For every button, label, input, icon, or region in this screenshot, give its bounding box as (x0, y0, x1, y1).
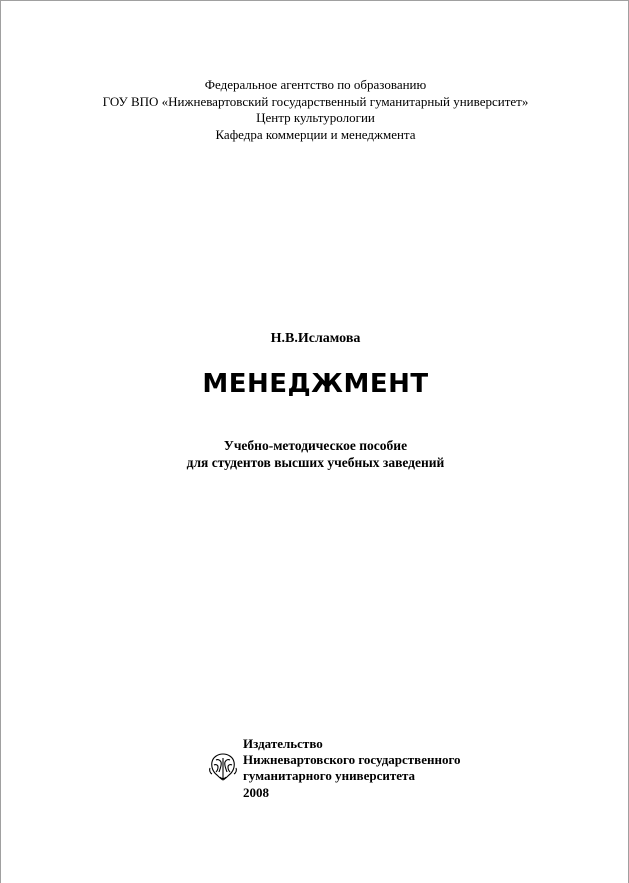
publisher-line-3: гуманитарного университета (243, 768, 416, 784)
publisher-logo-icon (207, 750, 239, 784)
institution-header (1, 77, 629, 143)
subtitle-line-2: для студентов высших учебных заведений (186, 455, 445, 470)
publisher-block (207, 736, 461, 801)
publisher-line-1: Издательство (243, 736, 323, 751)
subtitle-line-1: Учебно-методическое пособие (223, 438, 408, 453)
header-line-department: Кафедра коммерции и менеджмента (215, 126, 416, 142)
author-name: Н.В.Исламова (270, 331, 361, 346)
publisher-line-2: Нижневартовского государственного (243, 752, 461, 768)
document-title: МЕНЕДЖМЕНТ (202, 369, 429, 399)
header-line-center: Центр культурологии (256, 110, 375, 125)
header-line-agency: Федеральное агентство по образованию (204, 77, 427, 92)
publisher-text (243, 736, 461, 801)
publication-year: 2008 (243, 784, 269, 800)
header-line-university: ГОУ ВПО «Нижневартовский государственный гуманитарный университет» (102, 93, 529, 109)
document-subtitle (1, 437, 629, 471)
